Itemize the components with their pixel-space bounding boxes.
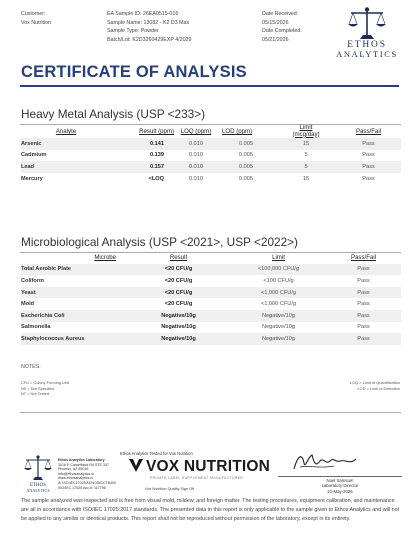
- result-value: 0.139: [150, 152, 164, 159]
- scales-of-justice-icon: [22, 454, 54, 494]
- microbe-name: Salmonella: [21, 324, 51, 331]
- lab-address-2: Phoenix, AZ 85016: [58, 467, 89, 472]
- page-title: CERTIFICATE OF ANALYSIS: [21, 63, 247, 81]
- table-row: [21, 264, 401, 276]
- tested-by-label: Ethos Analytics Tested for Vox Nutrition: [120, 451, 193, 456]
- lab-info: [58, 458, 116, 490]
- limit-value: <100 CFU/g: [263, 277, 294, 284]
- table-row: [21, 287, 401, 299]
- date-received-label: Date Received:: [262, 11, 299, 17]
- note-loq: LOQ = Limit of Quantification: [349, 380, 400, 385]
- notes-right: [330, 380, 400, 391]
- sample-type: Sample Type: Powder: [107, 28, 159, 35]
- note-ns: NS = Not Specified: [21, 385, 54, 391]
- micro-title: Microbiological Analysis (USP <2021>, USP <2022>): [21, 235, 298, 249]
- lab-name: Ethos Analytics Laboratory: [58, 458, 105, 462]
- vox-name: VOX NUTRITION: [146, 458, 271, 475]
- disclaimer: The sample analyzed was inspected and is free from visual mold, mildew, and foreign matter. The testing procedures, equipment calibration, and maintenance are all in accordance with ISO/IEC 17025:2017 standards. The presented data in this report is only applicable to the sample given to Ethos Analytics and will not be applied to any similar or identical products. This report shall not be reproduced without permission of the laboratory, except in its entirety.: [21, 498, 400, 522]
- micro-header-row: [21, 252, 401, 264]
- limit-value: 15: [276, 138, 336, 150]
- pass-fail-value: Pass: [326, 333, 401, 345]
- lab-email: info@ethosanalytics.io: [58, 471, 95, 476]
- pass-fail-value: Pass: [326, 264, 401, 276]
- title-divider: [20, 85, 399, 87]
- microbe-name: Mold: [21, 301, 35, 308]
- vox-logo: [128, 458, 270, 476]
- pass-fail-value: Pass: [357, 301, 370, 308]
- col-pass-fail: Pass/Fail: [350, 254, 377, 262]
- microbe-name: Escherichia Coli: [21, 310, 126, 322]
- table-row: [21, 322, 401, 334]
- limit-value: 5: [304, 152, 308, 159]
- table-row: [21, 161, 401, 173]
- notes-heading: NOTES:: [21, 364, 41, 370]
- lab-iso: ISO/IEC 17025 Acc.#: 117796: [58, 485, 106, 490]
- result-value: <20 CFU/g: [126, 287, 231, 299]
- note-nt: NT = Not Tested: [21, 391, 50, 397]
- col-limit-unit: (mcg/day): [292, 130, 320, 138]
- analyte-name: Cadmium: [21, 152, 47, 159]
- lod-value: 0.005: [216, 138, 276, 150]
- limit-value: Negative/10g: [262, 324, 295, 331]
- microbe-name: Coliform: [21, 277, 44, 284]
- note-lod: LOD = Limit of Detection: [357, 385, 400, 391]
- pass-fail-value: Pass: [357, 324, 370, 331]
- result-value: Negative/10g: [126, 333, 231, 345]
- result-value: <20 CFU/g: [126, 264, 231, 276]
- result-value: <20 CFU/g: [164, 301, 193, 308]
- signer-block: [278, 478, 402, 494]
- table-row: [21, 173, 401, 185]
- lod-value: 0.005: [216, 161, 276, 173]
- vox-signoff: Vox Nutrition Quality Sign Off: [145, 487, 195, 491]
- heavy-metal-table: [21, 125, 401, 184]
- notes-left: [21, 380, 69, 397]
- sample-block: [107, 10, 191, 44]
- col-lod: LOD (ppm): [222, 128, 253, 135]
- result-value: Negative/10g: [161, 324, 196, 331]
- pass-fail-value: Pass: [362, 175, 375, 182]
- lab-website: www.ethosanalytics.io: [58, 476, 94, 481]
- sample-name: Sample Name: 13082 - K2 D3 Max: [107, 19, 190, 26]
- limit-value: <100,000 CFU/g: [231, 264, 326, 276]
- customer-block: [21, 10, 51, 27]
- limit-value: Negative/10g: [231, 333, 326, 345]
- signer-title: Laboratory Director: [321, 483, 359, 489]
- pass-fail-value: Pass: [336, 138, 401, 150]
- col-result: Result (ppm): [139, 128, 174, 135]
- table-row: [21, 310, 401, 322]
- analyte-name: Lead: [21, 161, 81, 173]
- signer-name: Noel Samsum: [326, 478, 354, 483]
- lab-address-1: 3016 E Camelback Rd STE 347: [58, 462, 109, 467]
- micro-table: [21, 252, 401, 345]
- col-analyte: Analyte: [55, 128, 77, 135]
- pass-fail-value: Pass: [336, 161, 401, 173]
- col-limit: Limit: [272, 254, 285, 262]
- pass-fail-value: Pass: [362, 152, 375, 159]
- analyte-name: Arsenic: [21, 138, 81, 150]
- lab-logo-line2: ANALYTICS: [26, 488, 50, 493]
- heavy-metal-title: Heavy Metal Analysis (USP <233>): [21, 107, 206, 121]
- limit-value: 15: [302, 175, 310, 182]
- lod-value: 0.005: [239, 175, 253, 182]
- limit-value: <1,000 CFU/g: [231, 287, 326, 299]
- signature-line: [278, 476, 402, 477]
- loq-value: 0.010: [189, 175, 203, 182]
- result-value: <LOQ: [148, 175, 164, 182]
- microbe-name: Yeast: [21, 287, 126, 299]
- table-row: [21, 150, 401, 162]
- table-row: [21, 138, 401, 150]
- table-row: [21, 275, 401, 287]
- loq-value: 0.010: [176, 161, 216, 173]
- col-loq: LOQ (ppm): [180, 128, 212, 135]
- result-value: 0.141: [81, 138, 176, 150]
- footer-divider: [20, 412, 401, 413]
- table-row: [21, 298, 401, 310]
- batch-lot: Batch/Lot: K2D3260429EXP 4/2029: [107, 36, 192, 43]
- date-completed: 05/21/2026: [262, 36, 289, 43]
- microbe-name: Total Aerobic Plate: [21, 264, 126, 276]
- lab-accreditation: A: ISO/IEC17025 ACNOSIOCT8449: [58, 480, 116, 485]
- logo-line1: ETHOS: [347, 40, 387, 50]
- date-received: 05/15/2026: [262, 19, 289, 26]
- dates-block: [262, 10, 302, 44]
- lab-logo: [22, 454, 54, 499]
- date-completed-label: Date Completed:: [262, 28, 302, 35]
- ethos-logo: [322, 6, 412, 59]
- pass-fail-value: Pass: [357, 277, 370, 284]
- result-value: Negative/10g: [126, 310, 231, 322]
- table-row: [21, 333, 401, 345]
- analyte-name: Mercury: [21, 175, 43, 182]
- loq-value: 0.010: [176, 138, 216, 150]
- sample-id: EA Sample ID: 26EA0515-016: [107, 11, 179, 17]
- pass-fail-value: Pass: [326, 287, 401, 299]
- logo-line2: ANALYTICS: [336, 49, 398, 59]
- lod-value: 0.005: [239, 152, 253, 159]
- microbe-name: Staphylococcus Aureus: [21, 333, 126, 345]
- customer-label: Customer:: [21, 11, 46, 17]
- col-microbe: Microbe: [94, 254, 116, 262]
- heavy-metal-header-row: [21, 125, 401, 138]
- result-value: 0.157: [81, 161, 176, 173]
- customer-name: Vox Nutrition: [21, 19, 52, 26]
- vox-emblem-icon: [128, 458, 144, 473]
- note-cfu: CFU = Colony Forming Unit: [21, 380, 69, 385]
- limit-value: Negative/10g: [231, 310, 326, 322]
- col-pass-fail: Pass/Fail: [355, 128, 382, 135]
- limit-value: 5: [276, 161, 336, 173]
- scales-of-justice-icon: [346, 6, 388, 40]
- loq-value: 0.010: [189, 152, 203, 159]
- vox-tagline: PRIVATE LABEL SUPPLEMENT MANUFACTURER: [150, 476, 244, 480]
- result-value: <20 CFU/g: [164, 277, 193, 284]
- signer-date: 21-May-2026: [327, 488, 353, 494]
- pass-fail-value: Pass: [326, 310, 401, 322]
- limit-value: <1,000 CFU/g: [261, 301, 296, 308]
- col-limit: Limit: [299, 124, 313, 131]
- lab-logo-line1: ETHOS: [29, 483, 47, 488]
- col-result: Result: [169, 254, 188, 262]
